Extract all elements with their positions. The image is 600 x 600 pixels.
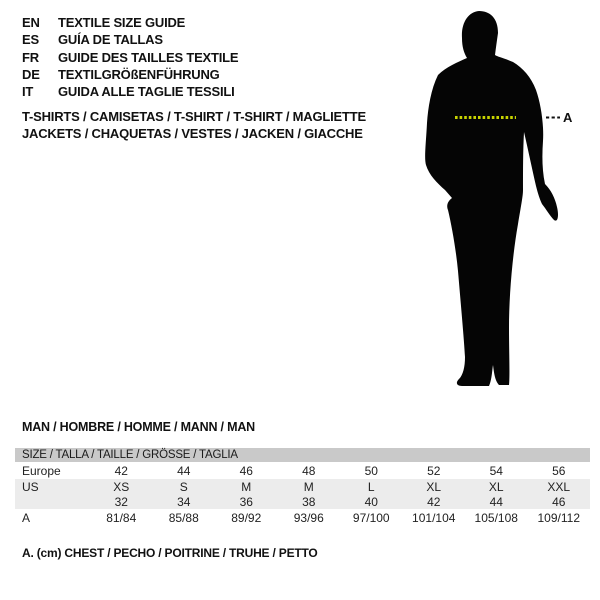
size-value: 81/84 bbox=[106, 510, 137, 525]
size-value: 42 bbox=[114, 463, 128, 478]
size-value: M bbox=[303, 479, 314, 494]
size-value: 48 bbox=[302, 463, 316, 478]
measure-label-a: A bbox=[563, 110, 573, 125]
size-value: S bbox=[179, 479, 188, 494]
language-title: GUÍA DE TALLAS bbox=[58, 32, 163, 48]
language-code: ES bbox=[22, 32, 39, 48]
size-value: 32 bbox=[114, 494, 128, 509]
size-value: 109/112 bbox=[537, 510, 580, 525]
language-row-en bbox=[22, 14, 238, 31]
language-row-fr bbox=[22, 49, 238, 66]
size-value: 85/88 bbox=[168, 510, 199, 525]
language-title: GUIDA ALLE TAGLIE TESSILI bbox=[58, 84, 235, 100]
gender-section-label: MAN / HOMBRE / HOMME / MANN / MAN bbox=[22, 420, 255, 434]
size-value: 105/108 bbox=[474, 510, 518, 525]
language-code: DE bbox=[22, 66, 40, 82]
size-value: 42 bbox=[427, 494, 441, 509]
size-value: XS bbox=[113, 479, 130, 494]
size-value: 54 bbox=[489, 463, 503, 478]
row-label: Europe bbox=[22, 463, 61, 478]
size-value: 56 bbox=[552, 463, 566, 478]
size-value: M bbox=[241, 479, 252, 494]
language-code: EN bbox=[22, 15, 40, 30]
language-row-es bbox=[22, 31, 238, 48]
language-code: IT bbox=[22, 84, 34, 100]
size-value: XL bbox=[426, 479, 442, 494]
size-value: 40 bbox=[364, 494, 378, 509]
size-value: 97/100 bbox=[352, 510, 390, 525]
table-row-numeric bbox=[15, 494, 590, 509]
size-value: 36 bbox=[239, 494, 253, 509]
size-value: 34 bbox=[177, 494, 191, 509]
size-value: 101/104 bbox=[412, 510, 456, 525]
category-line-tshirts: T-SHIRTS / CAMISETAS / T-SHIRT / T-SHIRT / MAGLIETTE bbox=[22, 109, 366, 124]
row-label: A bbox=[22, 510, 31, 525]
size-value: 52 bbox=[427, 463, 441, 478]
size-value: XL bbox=[488, 479, 504, 494]
size-value: 38 bbox=[302, 494, 316, 509]
size-table-header: SIZE / TALLA / TAILLE / GRÖSSE / TAGLIA bbox=[15, 448, 590, 462]
language-title: TEXTILGRÖßENFÜHRUNG bbox=[58, 66, 220, 82]
language-title: GUIDE DES TAILLES TEXTILE bbox=[58, 49, 239, 65]
language-title: TEXTILE SIZE GUIDE bbox=[58, 15, 186, 30]
size-table bbox=[15, 448, 590, 526]
size-value: 93/96 bbox=[293, 510, 324, 525]
measurement-legend: A. (cm) CHEST / PECHO / POITRINE / TRUHE / PETTO bbox=[22, 546, 318, 560]
size-value: L bbox=[367, 479, 375, 494]
language-row-de bbox=[22, 66, 238, 83]
size-value: XXL bbox=[547, 479, 571, 494]
language-list bbox=[22, 14, 238, 100]
table-row-chest-cm bbox=[15, 509, 590, 526]
language-row-it bbox=[22, 83, 238, 100]
table-row-europe bbox=[15, 462, 590, 479]
man-silhouette bbox=[425, 11, 558, 386]
size-value: 46 bbox=[552, 494, 566, 509]
size-value: 46 bbox=[239, 463, 253, 478]
row-label: US bbox=[22, 479, 39, 494]
size-value: 50 bbox=[364, 463, 378, 478]
language-code: FR bbox=[22, 49, 39, 65]
size-value: 44 bbox=[177, 463, 191, 478]
man-silhouette-figure bbox=[395, 0, 600, 400]
size-value: 44 bbox=[489, 494, 503, 509]
table-row-us bbox=[15, 479, 590, 494]
category-line-jackets: JACKETS / CHAQUETAS / VESTES / JACKEN / GIACCHE bbox=[22, 126, 363, 142]
garment-categories bbox=[22, 108, 366, 143]
size-value: 89/92 bbox=[231, 510, 262, 525]
